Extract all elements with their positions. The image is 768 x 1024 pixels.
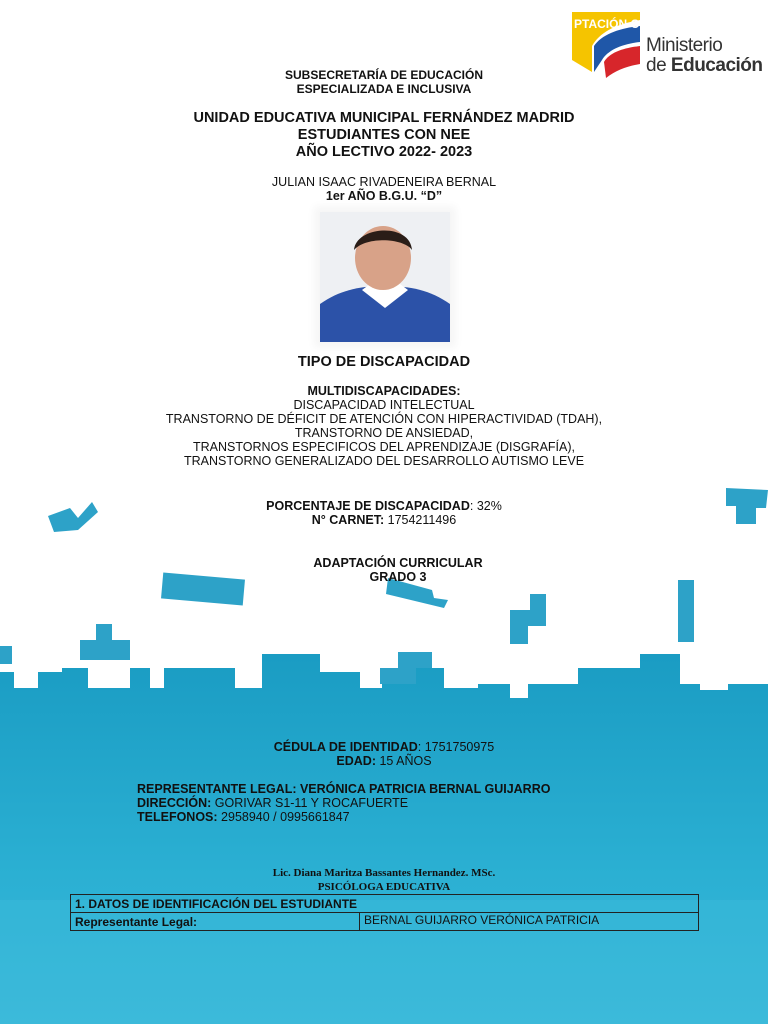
table-section-title: 1. DATOS DE IDENTIFICACIÓN DEL ESTUDIANTE (71, 895, 699, 913)
school-title (0, 110, 768, 161)
student-photo-illustration (320, 212, 450, 342)
subsecretaria-heading (0, 68, 768, 96)
multi-label: MULTIDISCAPACIDADES: (307, 384, 461, 398)
disability-item: DISCAPACIDAD INTELECTUAL (293, 398, 475, 412)
sub-line1: SUBSECRETARÍA DE EDUCACIÓN (284, 68, 483, 82)
student-block (0, 175, 768, 203)
signature-role: PSICÓLOGA EDUCATIVA (317, 881, 451, 893)
signature-name: Lic. Diana Maritza Bassantes Hernandez. MSc. (272, 867, 496, 879)
student-grade: 1er AÑO B.G.U. “D” (325, 189, 443, 203)
cedula-line: CÉDULA DE IDENTIDAD: 1751750975 (273, 740, 495, 754)
disability-item: TRANSTORNOS ESPECIFICOS DEL APRENDIZAJE (DISGRAFÍA), (192, 440, 575, 454)
identity-block (0, 740, 768, 768)
disability-item: TRANSTORNO GENERALIZADO DEL DESARROLLO AUTISMO LEVE (183, 454, 585, 468)
sub-line2: ESPECIALIZADA E INCLUSIVA (296, 82, 472, 96)
block-shape (0, 646, 12, 664)
disability-item: TRANSTORNO DE DÉFICIT DE ATENCIÓN CON HIPERACTIVIDAD (TDAH), (165, 412, 603, 426)
disability-stats (0, 499, 768, 527)
logo-line1: Ministerio (646, 35, 723, 56)
title-line3: AÑO LECTIVO 2022- 2023 (295, 144, 473, 160)
table-cell-label: Representante Legal: (71, 913, 360, 931)
block-shape (80, 624, 130, 660)
student-photo (320, 212, 450, 342)
table-cell-value: BERNAL GUIJARRO VERÓNICA PATRICIA (360, 913, 699, 931)
rep-line: REPRESENTANTE LEGAL: VERÓNICA PATRICIA BERNAL GUIJARRO (137, 782, 551, 796)
disability-item: TRANSTORNO DE ANSIEDAD, (294, 426, 474, 440)
table-row (71, 913, 699, 931)
carnet-line: N° CARNET: 1754211496 (311, 513, 457, 527)
logo-line2: de Educación (646, 55, 763, 76)
table-row (71, 895, 699, 913)
dir-line: DIRECCIÓN: GORIVAR S1-11 Y ROCAFUERTE (137, 796, 409, 810)
block-shape (510, 594, 546, 644)
title-line1: UNIDAD EDUCATIVA MUNICIPAL FERNÁNDEZ MADRID (193, 110, 575, 126)
percent-line: PORCENTAJE DE DISCAPACIDAD: 32% (266, 499, 502, 513)
block-shape (678, 580, 694, 642)
title-line2: ESTUDIANTES CON NEE (297, 127, 471, 143)
disability-heading: TIPO DE DISCAPACIDAD (297, 354, 471, 370)
identification-table (70, 894, 699, 931)
disability-list (0, 384, 768, 468)
adaptation-line2: GRADO 3 (369, 570, 427, 584)
tel-line: TELEFONOS: 2958940 / 0995661847 (137, 810, 350, 824)
student-name: JULIAN ISAAC RIVADENEIRA BERNAL (271, 175, 497, 189)
adaptation-block (14, 556, 768, 584)
adaptation-line1: ADAPTACIÓN CURRICULAR (313, 556, 483, 570)
logo-banner-text: PTACIÓN C (574, 17, 640, 31)
representative-block (137, 782, 550, 824)
edad-line: EDAD: 15 AÑOS (336, 754, 432, 768)
signature-block (0, 866, 768, 894)
